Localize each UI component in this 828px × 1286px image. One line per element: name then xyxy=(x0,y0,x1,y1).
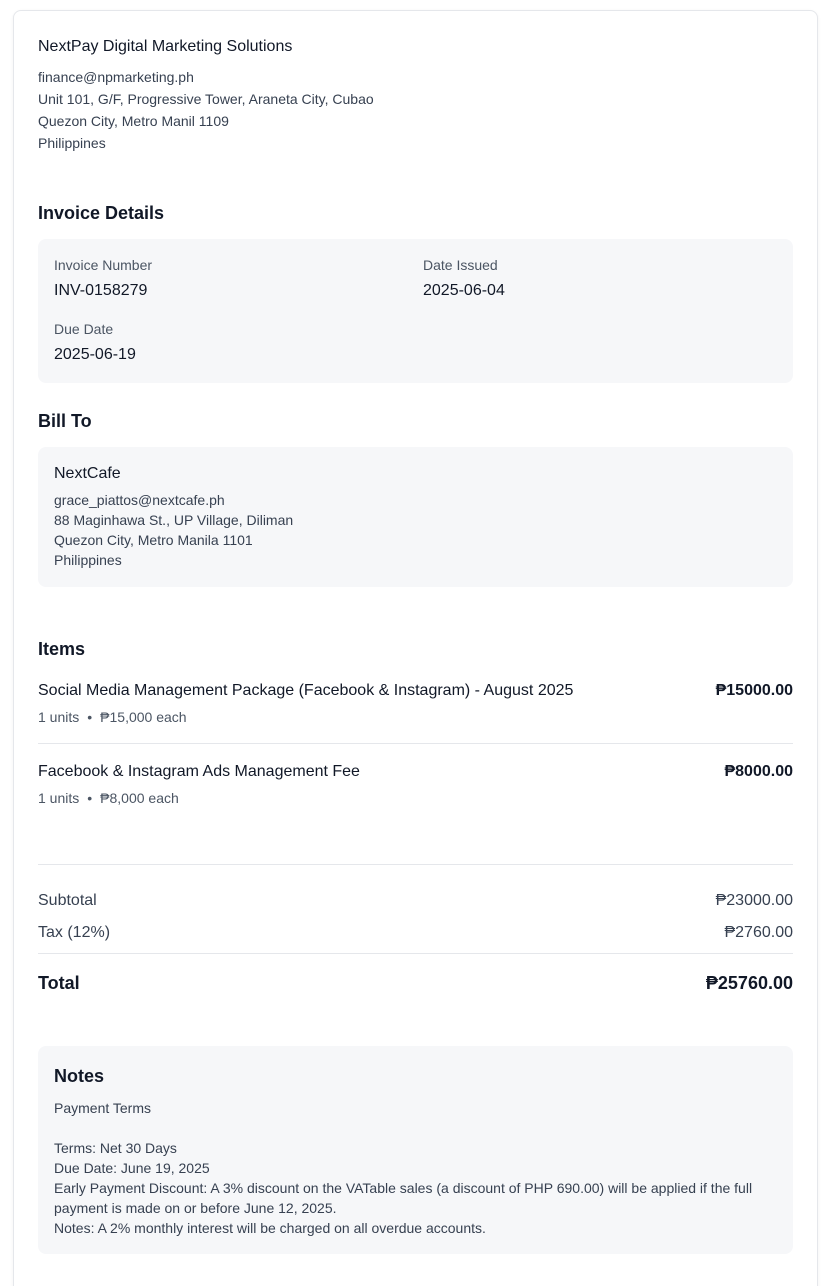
company-address-line2: Quezon City, Metro Manil 1109 xyxy=(38,113,229,129)
notes-heading: Payment Terms xyxy=(54,1100,151,1116)
notes-terms: Terms: Net 30 Days xyxy=(54,1140,177,1156)
total-label: Total xyxy=(38,973,80,993)
due-date-label: Due Date xyxy=(54,321,114,337)
item-description: Facebook & Instagram Ads Management Fee xyxy=(38,763,360,780)
subtotal-row xyxy=(38,892,793,914)
notes-interest: Notes: A 2% monthly interest will be charged on all overdue accounts. xyxy=(54,1220,486,1236)
client-country: Philippines xyxy=(54,552,122,568)
client-address-line1: 88 Maginhawa St., UP Village, Diliman xyxy=(54,512,294,528)
item-total: ₱8000.00 xyxy=(724,763,793,780)
notes-spacer xyxy=(54,1118,774,1138)
item-meta xyxy=(38,709,187,725)
subtotal-label: Subtotal xyxy=(38,892,97,909)
company-contact xyxy=(38,66,374,154)
items-title: Items xyxy=(38,639,86,659)
separator-dot: • xyxy=(87,709,93,725)
date-issued-value: 2025-06-04 xyxy=(423,282,505,299)
list-item xyxy=(38,763,793,813)
client-contact xyxy=(54,490,293,570)
item-meta xyxy=(38,790,179,806)
invoice-number-label: Invoice Number xyxy=(54,257,153,273)
company-address-line1: Unit 101, G/F, Progressive Tower, Araneta City, Cubao xyxy=(38,91,374,107)
subtotal-value: ₱23000.00 xyxy=(715,892,793,909)
notes-discount: Early Payment Discount: A 3% discount on the VATable sales (a discount of PHP 690.00) will be applied if the full payment is made on or before June 12, 2025. xyxy=(54,1180,753,1216)
invoice-card xyxy=(13,10,818,1286)
client-address-line2: Quezon City, Metro Manila 1101 xyxy=(54,532,253,548)
bill-to-title: Bill To xyxy=(38,411,92,431)
item-description: Social Media Management Package (Facebook & Instagram) - August 2025 xyxy=(38,682,574,699)
notes-panel xyxy=(38,1046,793,1254)
total-row xyxy=(38,973,793,997)
notes-due-date: Due Date: June 19, 2025 xyxy=(54,1160,210,1176)
company-name: NextPay Digital Marketing Solutions xyxy=(38,38,293,55)
item-quantity: 1 units xyxy=(38,709,80,725)
item-divider xyxy=(38,743,793,744)
company-email: finance@npmarketing.ph xyxy=(38,69,194,85)
item-unit-price: ₱8,000 each xyxy=(100,790,179,806)
total-divider xyxy=(38,953,793,954)
bill-to-panel xyxy=(38,447,793,587)
separator-dot: • xyxy=(87,790,93,806)
notes-title: Notes xyxy=(54,1066,105,1086)
invoice-number-value: INV-0158279 xyxy=(54,282,148,299)
client-email: grace_piattos@nextcafe.ph xyxy=(54,492,225,508)
item-quantity: 1 units xyxy=(38,790,80,806)
client-name: NextCafe xyxy=(54,465,121,482)
invoice-details-panel xyxy=(38,239,793,383)
tax-row xyxy=(38,924,793,946)
list-item xyxy=(38,682,793,732)
notes-body xyxy=(54,1098,774,1238)
tax-label: Tax (12%) xyxy=(38,924,111,941)
company-country: Philippines xyxy=(38,135,106,151)
due-date-value: 2025-06-19 xyxy=(54,346,136,363)
summary-divider xyxy=(38,864,793,865)
invoice-details-title: Invoice Details xyxy=(38,203,165,223)
item-unit-price: ₱15,000 each xyxy=(100,709,187,725)
total-value: ₱25760.00 xyxy=(705,973,793,993)
item-total: ₱15000.00 xyxy=(715,682,793,699)
date-issued-label: Date Issued xyxy=(423,257,498,273)
tax-value: ₱2760.00 xyxy=(724,924,793,941)
